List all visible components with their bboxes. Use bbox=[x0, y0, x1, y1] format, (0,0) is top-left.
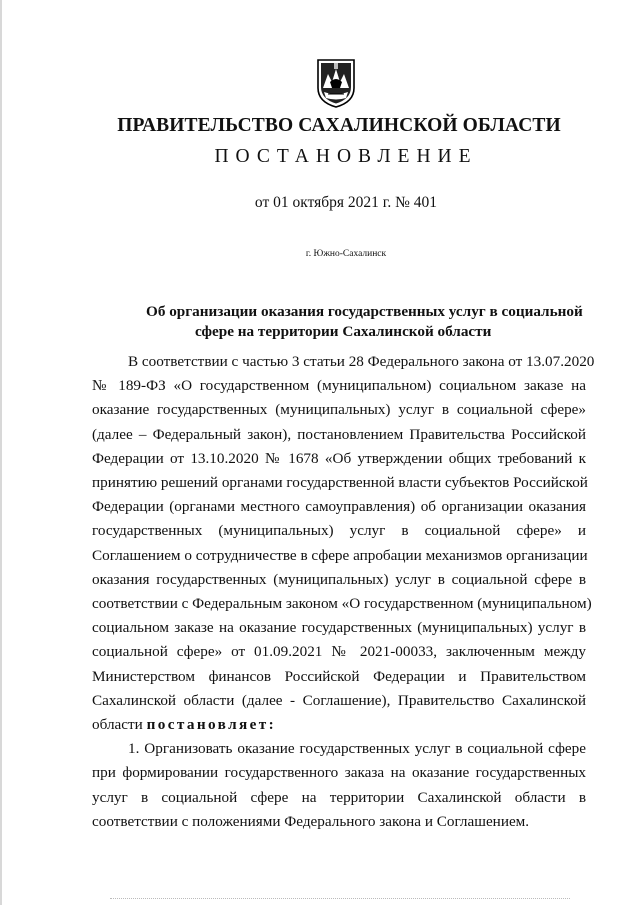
text-fragment: области bbox=[92, 716, 147, 734]
text-line: государственных (муниципальных) услуг в социальной сфере» и bbox=[92, 522, 586, 540]
subject-line-1: Об организации оказания государственных услуг в социальной bbox=[146, 303, 583, 320]
text-line: оказания государственных (муниципальных) услуг в социальной сфере в bbox=[92, 570, 586, 588]
document-date-number: от 01 октября 2021 г. № 401 bbox=[254, 194, 438, 211]
text-line: услуг в социальной сфере на территории Сахалинской области в bbox=[92, 788, 586, 806]
sakhalin-coat-of-arms-icon bbox=[316, 58, 356, 108]
text-line: (далее – Федеральный закон), постановлением Правительства Российской bbox=[92, 425, 586, 443]
government-title: ПРАВИТЕЛЬСТВО САХАЛИНСКОЙ ОБЛАСТИ bbox=[117, 115, 561, 136]
paragraph-item-1 bbox=[92, 737, 586, 834]
decree-keyword: постановляет: bbox=[146, 716, 277, 734]
text-line: социальной сфере» от 01.09.2021 № 2021-00033, заключенным между bbox=[92, 643, 586, 661]
text-line: соответствии с положениями Федерального закона и Соглашением. bbox=[92, 812, 530, 830]
text-line: Федерации (органами местного самоуправления) об организации оказания bbox=[92, 498, 586, 516]
text-line: соответствии с Федеральным законом «О государственном (муниципальном) bbox=[92, 595, 592, 613]
text-line: Министерством финансов Российской Федерации и Правительством bbox=[92, 667, 586, 685]
document-type: ПОСТАНОВЛЕНИЕ bbox=[214, 146, 478, 167]
text-line: оказание государственных (муниципальных) услуг в социальной сфере» bbox=[92, 401, 586, 419]
text-line: Соглашением о сотрудничестве в сфере апробации механизмов организации bbox=[92, 546, 588, 564]
text-line: социальном заказе на оказание государственных (муниципальных) услуг в bbox=[92, 619, 586, 637]
text-line: Федерации от 13.10.2020 № 1678 «Об утверждении общих требований к bbox=[92, 449, 586, 467]
page-bottom-divider bbox=[110, 898, 570, 900]
text-line: при формировании государственного заказа на оказание государственных bbox=[92, 764, 586, 782]
text-line: Сахалинской области (далее - Соглашение), Правительство Сахалинской bbox=[92, 691, 586, 709]
text-line: В соответствии с частью 3 статьи 28 Федерального закона от 13.07.2020 bbox=[128, 353, 595, 370]
document-city: г. Южно-Сахалинск bbox=[305, 249, 387, 259]
text-line bbox=[92, 713, 586, 737]
text-line: принятию решений органами государственной власти субъектов Российской bbox=[92, 474, 588, 492]
document-body bbox=[92, 350, 595, 834]
text-line: 1. Организовать оказание государственных услуг в социальной сфере bbox=[128, 740, 586, 758]
text-line: № 189-ФЗ «О государственном (муниципальном) социальном заказе на bbox=[92, 377, 586, 395]
paragraph-preamble bbox=[92, 350, 595, 737]
document-subject bbox=[146, 302, 586, 342]
subject-line-2: сфере на территории Сахалинской области bbox=[195, 323, 492, 340]
